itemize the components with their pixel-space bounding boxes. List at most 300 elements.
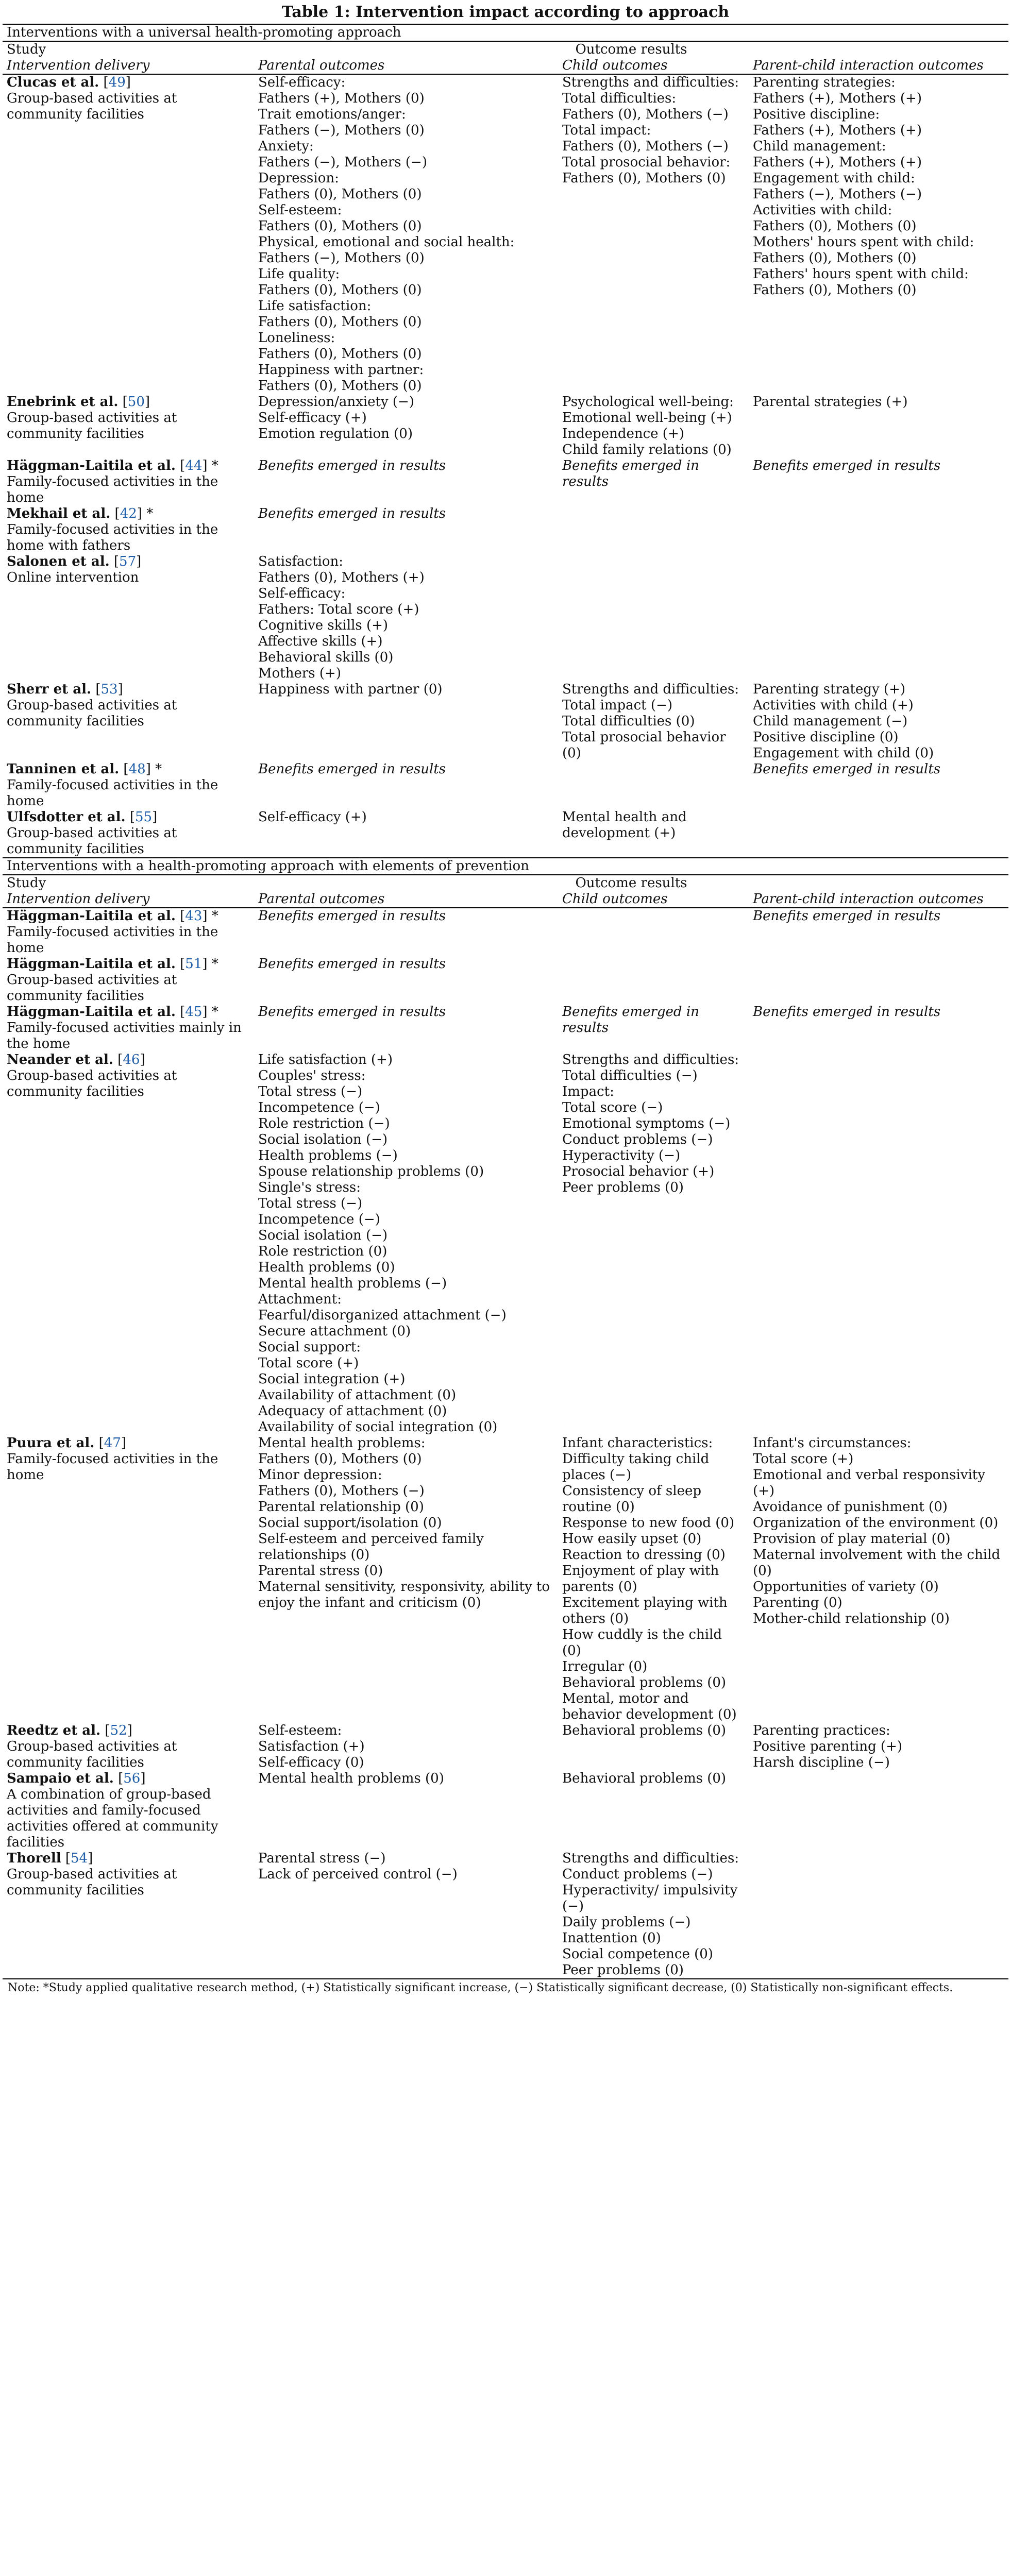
pci-outcomes-cell: [749, 74, 1008, 394]
parental-outcomes-item: Social integration (+): [258, 1371, 406, 1387]
table-row: [3, 458, 1008, 506]
child-outcomes-item: Irregular (0): [562, 1659, 648, 1674]
parental-outcomes-item: Emotion regulation (0): [258, 426, 413, 442]
study-name: Sampaio et al.: [7, 1771, 114, 1786]
child-outcomes-item: Strengths and difficulties:: [562, 682, 739, 697]
child-outcomes-item: Peer problems (0): [562, 1180, 684, 1195]
child-outcomes-item: Social competence (0): [562, 1946, 713, 1962]
pci-outcomes-item: Mother-child relationship (0): [753, 1611, 950, 1626]
parental-outcomes-item: Secure attachment (0): [258, 1324, 411, 1339]
parental-outcomes-item: Fathers (0), Mothers (0): [258, 282, 422, 298]
section-title-text: Interventions with a universal health-promoting approach: [7, 25, 401, 40]
parental-outcomes-item: Adequacy of attachment (0): [258, 1403, 447, 1419]
study-citation: Häggman-Laitila et al. [44] *: [7, 458, 218, 473]
qualitative-marker: *: [155, 761, 162, 777]
section-title-row: [3, 858, 1008, 875]
subheader-intervention-delivery: [3, 891, 254, 908]
parental-outcomes-item: Life satisfaction:: [258, 298, 372, 314]
pci-outcomes-cell: [749, 506, 1008, 554]
study-ref: 48: [128, 761, 146, 777]
subheader-row: [3, 58, 1008, 74]
pci-outcomes-item: Harsh discipline (−): [753, 1755, 890, 1770]
parental-outcomes-item: Fathers (0), Mothers (0): [258, 314, 422, 330]
parental-outcomes-item: Incompetence (−): [258, 1212, 380, 1227]
parental-outcomes-cell: [254, 1052, 558, 1435]
parental-outcomes-summary: Benefits emerged in results: [258, 458, 446, 473]
child-outcomes-item: Behavioral problems (0): [562, 1723, 727, 1738]
child-outcomes-item: Total prosocial behavior (0): [562, 730, 726, 761]
parental-outcomes-item: Physical, emotional and social health:: [258, 234, 515, 250]
subheader-child-outcomes-text: Child outcomes: [562, 891, 668, 907]
pci-outcomes-cell: [749, 1052, 1008, 1435]
parental-outcomes-item: Depression:: [258, 171, 339, 186]
study-name: Puura et al.: [7, 1435, 95, 1451]
child-outcomes-item: Total difficulties (−): [562, 1068, 698, 1083]
study-ref: 45: [185, 1004, 203, 1020]
parental-outcomes-item: Behavioral skills (0): [258, 650, 394, 665]
study-ref: 57: [119, 554, 137, 569]
parental-outcomes-item: Depression/anxiety (−): [258, 394, 414, 410]
parental-outcomes-cell: [254, 74, 558, 394]
child-outcomes-cell: [558, 394, 749, 458]
parental-outcomes-cell: [254, 506, 558, 554]
pci-outcomes-summary: Benefits emerged in results: [753, 761, 941, 777]
table-row: [3, 554, 1008, 682]
study-citation: Clucas et al. [49]: [7, 75, 131, 90]
subheader-child-outcomes: [558, 58, 749, 74]
pci-outcomes-item: Emotional and verbal responsivity (+): [753, 1467, 985, 1499]
parental-outcomes-item: Lack of perceived control (−): [258, 1867, 458, 1882]
intervention-delivery: Family-focused activities mainly in the home: [7, 1020, 242, 1052]
parental-outcomes-item: Cognitive skills (+): [258, 618, 389, 633]
subheader-intervention-delivery: [3, 58, 254, 74]
pci-outcomes-cell: [749, 1771, 1008, 1851]
pci-outcomes-item: Parenting strategies:: [753, 75, 896, 90]
parental-outcomes-item: Total stress (−): [258, 1084, 363, 1099]
table-row: [3, 1435, 1008, 1723]
study-name: Reedtz et al.: [7, 1723, 101, 1738]
table-row: [3, 956, 1008, 1004]
child-outcomes-cell: [558, 761, 749, 809]
intervention-delivery: Group-based activities at community facilities: [7, 972, 177, 1004]
parental-outcomes-cell: [254, 1435, 558, 1723]
child-outcomes-summary: Benefits emerged in results: [562, 458, 699, 489]
parental-outcomes-item: Happiness with partner (0): [258, 682, 443, 697]
intervention-delivery: Group-based activities at community facilities: [7, 698, 177, 729]
section-title-text: Interventions with a health-promoting approach with elements of prevention: [7, 858, 529, 874]
parental-outcomes-item: Satisfaction:: [258, 554, 344, 569]
study-ref: 52: [110, 1723, 127, 1738]
section-title: [3, 24, 1008, 41]
child-outcomes-cell: [558, 908, 749, 956]
parental-outcomes-summary: Benefits emerged in results: [258, 506, 446, 521]
subheader-parental-outcomes-text: Parental outcomes: [258, 891, 385, 907]
parental-outcomes-item: Self-efficacy:: [258, 75, 346, 90]
study-cell: [3, 809, 254, 858]
pci-outcomes-item: Organization of the environment (0): [753, 1515, 999, 1531]
parental-outcomes-item: Spouse relationship problems (0): [258, 1164, 484, 1179]
study-ref: 55: [135, 809, 153, 825]
intervention-delivery: Group-based activities at community facilities: [7, 410, 177, 442]
study-name: Thorell: [7, 1851, 61, 1866]
table-row: [3, 394, 1008, 458]
pci-outcomes-item: Parenting practices:: [753, 1723, 890, 1738]
child-outcomes-item: Fathers (0), Mothers (−): [562, 139, 729, 154]
parental-outcomes-item: Fathers (−), Mothers (0): [258, 123, 425, 138]
table-row: [3, 1851, 1008, 1978]
pci-outcomes-item: Positive parenting (+): [753, 1739, 903, 1754]
header-outcome-results: [254, 41, 1008, 58]
parental-outcomes-cell: [254, 682, 558, 761]
child-outcomes-item: Strengths and difficulties:: [562, 1052, 739, 1067]
study-citation: Ulfsdotter et al. [55]: [7, 809, 158, 825]
child-outcomes-item: Conduct problems (−): [562, 1132, 713, 1147]
parental-outcomes-item: Incompetence (−): [258, 1100, 380, 1115]
child-outcomes-item: Daily problems (−): [562, 1914, 691, 1930]
study-cell: [3, 506, 254, 554]
child-outcomes-item: How easily upset (0): [562, 1531, 702, 1547]
pci-outcomes-cell: [749, 809, 1008, 858]
pci-outcomes-item: Infant's circumstances:: [753, 1435, 912, 1451]
child-outcomes-item: Excitement playing with others (0): [562, 1595, 728, 1626]
study-name: Clucas et al.: [7, 75, 99, 90]
study-citation: Tanninen et al. [48] *: [7, 761, 162, 777]
intervention-table: [3, 24, 1008, 1978]
pci-outcomes-item: Fathers (0), Mothers (0): [753, 250, 917, 266]
study-ref: 42: [120, 506, 137, 521]
study-citation: Häggman-Laitila et al. [45] *: [7, 1004, 218, 1020]
intervention-delivery: Group-based activities at community facilities: [7, 825, 177, 857]
table-row: [3, 1052, 1008, 1435]
parental-outcomes-item: Happiness with partner:: [258, 362, 424, 378]
parental-outcomes-item: Availability of social integration (0): [258, 1419, 498, 1435]
child-outcomes-item: Total score (−): [562, 1100, 663, 1115]
parental-outcomes-item: Anxiety:: [258, 139, 314, 154]
pci-outcomes-item: Fathers (+), Mothers (+): [753, 123, 922, 138]
intervention-delivery: A combination of group-based activities and family-focused activities offered at community facilities: [7, 1787, 218, 1850]
parental-outcomes-item: Parental stress (−): [258, 1851, 386, 1866]
parental-outcomes-item: Mothers (+): [258, 666, 341, 681]
parental-outcomes-item: Affective skills (+): [258, 634, 383, 649]
child-outcomes-item: Prosocial behavior (+): [562, 1164, 715, 1179]
child-outcomes-item: Total difficulties:: [562, 91, 677, 106]
study-ref: 53: [100, 682, 118, 697]
subheader-parental-outcomes-text: Parental outcomes: [258, 58, 385, 73]
table-row: [3, 682, 1008, 761]
child-outcomes-item: Psychological well-being:: [562, 394, 734, 410]
subheader-intervention-delivery-text: Intervention delivery: [7, 58, 150, 73]
child-outcomes-item: Total impact (−): [562, 698, 672, 713]
study-cell: [3, 956, 254, 1004]
pci-outcomes-cell: [749, 1851, 1008, 1978]
subheader-pci-outcomes-text: Parent-child interaction outcomes: [753, 891, 984, 907]
study-cell: [3, 1723, 254, 1771]
parental-outcomes-cell: [254, 1004, 558, 1052]
study-citation: Sherr et al. [53]: [7, 682, 123, 697]
pci-outcomes-item: Fathers (+), Mothers (+): [753, 155, 922, 170]
child-outcomes-item: Total difficulties (0): [562, 714, 695, 729]
table-row: [3, 74, 1008, 394]
child-outcomes-item: Behavioral problems (0): [562, 1771, 727, 1786]
child-outcomes-cell: [558, 1052, 749, 1435]
parental-outcomes-item: Parental stress (0): [258, 1563, 383, 1579]
table-row: [3, 1771, 1008, 1851]
study-citation: Puura et al. [47]: [7, 1435, 127, 1451]
qualitative-marker: *: [211, 908, 218, 924]
parental-outcomes-item: Trait emotions/anger:: [258, 107, 406, 122]
child-outcomes-item: Hyperactivity (−): [562, 1148, 681, 1163]
pci-outcomes-item: Fathers (0), Mothers (0): [753, 218, 917, 234]
parental-outcomes-cell: [254, 809, 558, 858]
parental-outcomes-item: Attachment:: [258, 1292, 342, 1307]
child-outcomes-summary: Benefits emerged in results: [562, 1004, 699, 1036]
study-citation: Mekhail et al. [42] *: [7, 506, 154, 521]
table-row: [3, 908, 1008, 956]
pci-outcomes-cell: [749, 1004, 1008, 1052]
pci-outcomes-item: Fathers (0), Mothers (0): [753, 282, 917, 298]
parental-outcomes-summary: Benefits emerged in results: [258, 1004, 446, 1020]
pci-outcomes-item: Mothers' hours spent with child:: [753, 234, 974, 250]
child-outcomes-item: Conduct problems (−): [562, 1867, 713, 1882]
parental-outcomes-cell: [254, 1851, 558, 1978]
study-cell: [3, 1851, 254, 1978]
pci-outcomes-item: Avoidance of punishment (0): [753, 1499, 948, 1515]
child-outcomes-item: Mental health and development (+): [562, 809, 687, 841]
parental-outcomes-item: Life satisfaction (+): [258, 1052, 393, 1067]
subheader-pci-outcomes: [749, 58, 1008, 74]
parental-outcomes-summary: Benefits emerged in results: [258, 956, 446, 972]
parental-outcomes-item: Total stress (−): [258, 1196, 363, 1211]
child-outcomes-cell: [558, 1723, 749, 1771]
pci-outcomes-summary: Benefits emerged in results: [753, 908, 941, 924]
parental-outcomes-item: Satisfaction (+): [258, 1739, 365, 1754]
parental-outcomes-item: Self-esteem and perceived family relationships (0): [258, 1531, 484, 1563]
study-name: Enebrink et al.: [7, 394, 119, 410]
parental-outcomes-item: Health problems (−): [258, 1148, 398, 1163]
parental-outcomes-item: Parental relationship (0): [258, 1499, 424, 1515]
study-citation: Neander et al. [46]: [7, 1052, 145, 1067]
study-cell: [3, 1004, 254, 1052]
parental-outcomes-item: Maternal sensitivity, responsivity, ability to enjoy the infant and criticism (0): [258, 1579, 550, 1611]
child-outcomes-cell: [558, 554, 749, 682]
parental-outcomes-item: Total score (+): [258, 1355, 359, 1371]
parental-outcomes-item: Loneliness:: [258, 330, 335, 346]
child-outcomes-cell: [558, 1771, 749, 1851]
parental-outcomes-item: Fathers (+), Mothers (0): [258, 91, 425, 106]
study-name: Ulfsdotter et al.: [7, 809, 126, 825]
study-cell: [3, 1771, 254, 1851]
parental-outcomes-item: Mental health problems (−): [258, 1276, 447, 1291]
child-outcomes-item: Consistency of sleep routine (0): [562, 1483, 702, 1515]
parental-outcomes-item: Life quality:: [258, 266, 340, 282]
child-outcomes-cell: [558, 1004, 749, 1052]
header-study: [3, 875, 254, 891]
parental-outcomes-item: Self-efficacy (+): [258, 809, 367, 825]
parental-outcomes-item: Social support:: [258, 1340, 361, 1355]
parental-outcomes-cell: [254, 908, 558, 956]
table-body: [3, 24, 1008, 1978]
pci-outcomes-item: Fathers' hours spent with child:: [753, 266, 969, 282]
parental-outcomes-item: Fathers (−), Mothers (−): [258, 155, 427, 170]
intervention-delivery: Family-focused activities in the home: [7, 777, 218, 809]
section-title-row: [3, 24, 1008, 41]
child-outcomes-item: Response to new food (0): [562, 1515, 735, 1531]
pci-outcomes-summary: Benefits emerged in results: [753, 458, 941, 473]
pci-outcomes-item: Child management (−): [753, 714, 908, 729]
pci-outcomes-cell: [749, 761, 1008, 809]
header-study: [3, 41, 254, 58]
parental-outcomes-item: Fathers (−), Mothers (0): [258, 250, 425, 266]
child-outcomes-item: Emotional symptoms (−): [562, 1116, 731, 1131]
study-cell: [3, 761, 254, 809]
header-outcome-results-text: Outcome results: [575, 42, 687, 57]
study-cell: [3, 74, 254, 394]
qualitative-marker: *: [211, 458, 218, 473]
study-name: Tanninen et al.: [7, 761, 120, 777]
pci-outcomes-cell: [749, 394, 1008, 458]
study-name: Sherr et al.: [7, 682, 92, 697]
header-outcome-results: [254, 875, 1008, 891]
subheader-intervention-delivery-text: Intervention delivery: [7, 891, 150, 907]
study-citation: Reedtz et al. [52]: [7, 1723, 132, 1738]
qualitative-marker: *: [146, 506, 154, 521]
pci-outcomes-item: Positive discipline (0): [753, 730, 899, 745]
child-outcomes-cell: [558, 1435, 749, 1723]
study-ref: 43: [185, 908, 203, 924]
child-outcomes-cell: [558, 682, 749, 761]
study-ref: 56: [123, 1771, 141, 1786]
subheader-row: [3, 891, 1008, 908]
pci-outcomes-item: Total score (+): [753, 1451, 854, 1467]
study-ref: 44: [185, 458, 203, 473]
child-outcomes-item: Hyperactivity/ impulsivity (−): [562, 1883, 738, 1914]
pci-outcomes-cell: [749, 458, 1008, 506]
child-outcomes-cell: [558, 74, 749, 394]
pci-outcomes-item: Engagement with child:: [753, 171, 915, 186]
pci-outcomes-item: Activities with child:: [753, 202, 892, 218]
study-cell: [3, 682, 254, 761]
study-cell: [3, 1435, 254, 1723]
parental-outcomes-item: Fathers (0), Mothers (+): [258, 570, 425, 585]
parental-outcomes-item: Social support/isolation (0): [258, 1515, 442, 1531]
parental-outcomes-item: Fathers (0), Mothers (0): [258, 378, 422, 394]
pci-outcomes-item: Activities with child (+): [753, 698, 914, 713]
study-citation: Sampaio et al. [56]: [7, 1771, 146, 1786]
intervention-delivery: Family-focused activities in the home with fathers: [7, 522, 218, 553]
subheader-parental-outcomes: [254, 58, 558, 74]
child-outcomes-item: Peer problems (0): [562, 1962, 684, 1978]
parental-outcomes-item: Fathers (0), Mothers (−): [258, 1483, 425, 1499]
intervention-delivery: Group-based activities at community facilities: [7, 1739, 177, 1770]
child-outcomes-item: How cuddly is the child (0): [562, 1627, 722, 1658]
table-row: [3, 1723, 1008, 1771]
study-ref: 47: [104, 1435, 121, 1451]
parental-outcomes-item: Social isolation (−): [258, 1228, 388, 1243]
pci-outcomes-cell: [749, 1723, 1008, 1771]
child-outcomes-item: Difficulty taking child places (−): [562, 1451, 710, 1483]
study-cell: [3, 458, 254, 506]
parental-outcomes-summary: Benefits emerged in results: [258, 908, 446, 924]
child-outcomes-item: Inattention (0): [562, 1930, 661, 1946]
parental-outcomes-cell: [254, 554, 558, 682]
intervention-delivery: Group-based activities at community facilities: [7, 1867, 177, 1898]
parental-outcomes-item: Mental health problems (0): [258, 1771, 444, 1786]
parental-outcomes-item: Self-esteem:: [258, 1723, 342, 1738]
parental-outcomes-item: Availability of attachment (0): [258, 1387, 457, 1403]
child-outcomes-item: Mental, motor and behavior development (0): [562, 1691, 737, 1722]
child-outcomes-item: Child family relations (0): [562, 442, 732, 457]
study-citation: Häggman-Laitila et al. [51] *: [7, 956, 218, 972]
intervention-delivery: Family-focused activities in the home: [7, 1451, 218, 1483]
subheader-pci-outcomes: [749, 891, 1008, 908]
section-title: [3, 858, 1008, 875]
pci-outcomes-item: Fathers (+), Mothers (+): [753, 91, 922, 106]
intervention-delivery: Family-focused activities in the home: [7, 474, 218, 505]
parental-outcomes-item: Health problems (0): [258, 1260, 395, 1275]
study-name: Häggman-Laitila et al.: [7, 458, 176, 473]
parental-outcomes-item: Single's stress:: [258, 1180, 361, 1195]
qualitative-marker: *: [211, 1004, 218, 1020]
study-cell: [3, 908, 254, 956]
pci-outcomes-summary: Benefits emerged in results: [753, 1004, 941, 1020]
parental-outcomes-item: Role restriction (0): [258, 1244, 387, 1259]
subheader-child-outcomes-text: Child outcomes: [562, 58, 668, 73]
table-row: [3, 506, 1008, 554]
child-outcomes-item: Strengths and difficulties:: [562, 1851, 739, 1866]
study-ref: 50: [127, 394, 145, 410]
child-outcomes-item: Total impact:: [562, 123, 651, 138]
qualitative-marker: *: [211, 956, 218, 972]
parental-outcomes-item: Fathers (0), Mothers (0): [258, 1451, 422, 1467]
subheader-pci-outcomes-text: Parent-child interaction outcomes: [753, 58, 984, 73]
child-outcomes-item: Reaction to dressing (0): [562, 1547, 726, 1563]
table-title: Table 1: Intervention impact according to approach: [281, 3, 730, 21]
table-row: [3, 809, 1008, 858]
intervention-delivery: Online intervention: [7, 570, 139, 585]
pci-outcomes-item: Parental strategies (+): [753, 394, 908, 410]
parental-outcomes-cell: [254, 956, 558, 1004]
pci-outcomes-item: Parenting strategy (+): [753, 682, 906, 697]
pci-outcomes-item: Child management:: [753, 139, 886, 154]
parental-outcomes-item: Fathers: Total score (+): [258, 602, 419, 617]
subheader-parental-outcomes: [254, 891, 558, 908]
study-citation: Häggman-Laitila et al. [43] *: [7, 908, 218, 924]
study-citation: Salonen et al. [57]: [7, 554, 142, 569]
child-outcomes-item: Fathers (0), Mothers (−): [562, 107, 729, 122]
table-row: [3, 1004, 1008, 1052]
pci-outcomes-item: Positive discipline:: [753, 107, 880, 122]
pci-outcomes-cell: [749, 682, 1008, 761]
parental-outcomes-cell: [254, 1771, 558, 1851]
parental-outcomes-item: Self-efficacy (0): [258, 1755, 364, 1770]
table-row: [3, 761, 1008, 809]
study-ref: 49: [108, 75, 126, 90]
child-outcomes-cell: [558, 458, 749, 506]
pci-outcomes-item: Maternal involvement with the child (0): [753, 1547, 1000, 1579]
study-ref: 51: [185, 956, 203, 972]
header-outcome-results-text: Outcome results: [575, 875, 687, 891]
parental-outcomes-item: Fathers (0), Mothers (0): [258, 346, 422, 362]
parental-outcomes-item: Fathers (0), Mothers (0): [258, 187, 422, 202]
study-name: Salonen et al.: [7, 554, 110, 569]
study-ref: 54: [71, 1851, 88, 1866]
parental-outcomes-item: Fathers (0), Mothers (0): [258, 218, 422, 234]
child-outcomes-item: Infant characteristics:: [562, 1435, 713, 1451]
study-name: Mekhail et al.: [7, 506, 111, 521]
child-outcomes-cell: [558, 956, 749, 1004]
study-cell: [3, 554, 254, 682]
intervention-delivery: Group-based activities at community facilities: [7, 1068, 177, 1099]
